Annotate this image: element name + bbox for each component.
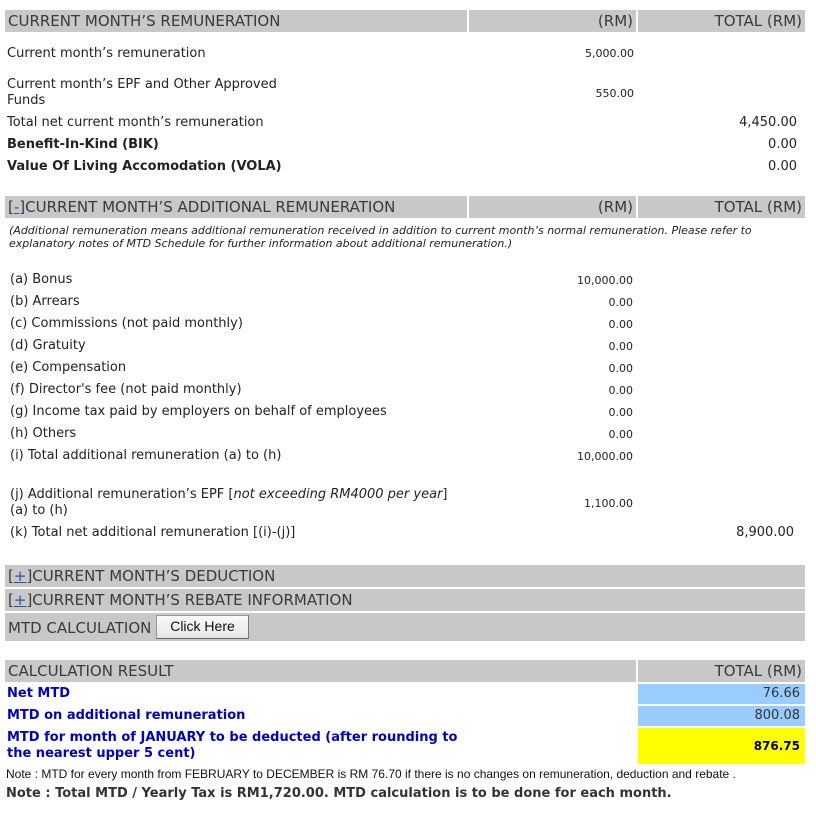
current-remuneration-label: Current month’s remuneration bbox=[7, 46, 206, 61]
additional-epf-rm: 1,100.00 bbox=[584, 497, 633, 510]
result-col-total: TOTAL (RM) bbox=[638, 660, 805, 682]
additional-epf-label bbox=[10, 487, 448, 503]
remuneration-col-rm: (RM) bbox=[469, 10, 636, 32]
list-item-label: (f) Director's fee (not paid monthly) bbox=[10, 382, 242, 397]
mtd-additional-label: MTD on additional remuneration bbox=[7, 708, 246, 723]
list-item-value: 10,000.00 bbox=[577, 274, 633, 287]
epf-label-cont: Funds bbox=[7, 93, 46, 108]
net-mtd-label: Net MTD bbox=[7, 686, 71, 701]
additional-note-line1: (Additional remuneration means additional remuneration received in addition to current month’s normal remuneration. Please refer to bbox=[9, 224, 752, 237]
bik-total: 0.00 bbox=[768, 137, 797, 152]
list-item-value: 0.00 bbox=[608, 362, 633, 375]
rebate-header-title: CURRENT MONTH’S REBATE INFORMATION bbox=[32, 591, 353, 609]
mtd-month-value: 876.75 bbox=[638, 728, 805, 764]
mtd-additional-value: 800.08 bbox=[638, 706, 805, 726]
list-item-label: (e) Compensation bbox=[10, 360, 127, 375]
net-mtd-value: 76.66 bbox=[638, 684, 805, 704]
additional-header-title: CURRENT MONTH’S ADDITIONAL REMUNERATION bbox=[25, 198, 396, 216]
collapse-additional-toggle[interactable]: - bbox=[13, 198, 20, 216]
list-item-value: 0.00 bbox=[608, 296, 633, 309]
deduction-header-title: CURRENT MONTH’S DEDUCTION bbox=[32, 567, 276, 585]
note-yearly-tax: Note : Total MTD / Yearly Tax is RM1,720.00. MTD calculation is to be done for each month. bbox=[6, 786, 672, 801]
list-item-label: (d) Gratuity bbox=[10, 338, 86, 353]
list-item-value: 0.00 bbox=[608, 340, 633, 353]
remuneration-header: CURRENT MONTH’S REMUNERATION bbox=[5, 10, 467, 32]
list-item-value: 10,000.00 bbox=[577, 450, 633, 463]
list-item-label: (c) Commissions (not paid monthly) bbox=[10, 316, 243, 331]
epf-label: Current month’s EPF and Other Approved bbox=[7, 77, 277, 92]
additional-epf-label-cont: (a) to (h) bbox=[10, 503, 68, 518]
result-header: CALCULATION RESULT bbox=[5, 660, 636, 682]
mtd-calculation-label: MTD CALCULATION bbox=[8, 619, 152, 637]
mtd-calculation-bar bbox=[5, 613, 805, 641]
epf-label-post: ] bbox=[442, 487, 448, 502]
expand-rebate-toggle[interactable]: + bbox=[13, 591, 27, 609]
vola-total: 0.00 bbox=[768, 159, 797, 174]
net-additional-total: 8,900.00 bbox=[736, 525, 794, 540]
vola-label: Value Of Living Accomodation (VOLA) bbox=[7, 159, 282, 174]
additional-header: [-]CURRENT MONTH’S ADDITIONAL REMUNERATION bbox=[5, 196, 467, 218]
list-item-value: 0.00 bbox=[608, 428, 633, 441]
deduction-header: [+]CURRENT MONTH’S DEDUCTION bbox=[5, 565, 805, 587]
list-item-value: 0.00 bbox=[608, 406, 633, 419]
list-item-label: (h) Others bbox=[10, 426, 77, 441]
list-item-value: 0.00 bbox=[608, 318, 633, 331]
note-monthly-mtd: Note : MTD for every month from FEBRUARY to DECEMBER is RM 76.70 if there is no changes on remuneration, deduction and rebate . bbox=[6, 767, 736, 781]
list-item-label: (a) Bonus bbox=[10, 272, 73, 287]
remuneration-col-total: TOTAL (RM) bbox=[638, 10, 805, 32]
mtd-month-label-cont: the nearest upper 5 cent) bbox=[7, 746, 196, 761]
list-item-label: (i) Total additional remuneration (a) to (h) bbox=[10, 448, 282, 463]
list-item-label: (g) Income tax paid by employers on behalf of employees bbox=[10, 404, 387, 419]
net-additional-label: (k) Total net additional remuneration [(i)-(j)] bbox=[10, 525, 296, 540]
list-item-value: 0.00 bbox=[608, 384, 633, 397]
list-item-label: (b) Arrears bbox=[10, 294, 80, 309]
epf-label-italic: not exceeding RM4000 per year bbox=[233, 487, 443, 502]
additional-note-line2: explanatory notes of MTD Schedule for further information about additional remuneration.) bbox=[9, 237, 513, 250]
total-net-remuneration-total: 4,450.00 bbox=[739, 115, 797, 130]
additional-col-total: TOTAL (RM) bbox=[638, 196, 805, 218]
total-net-remuneration-label: Total net current month’s remuneration bbox=[7, 115, 264, 130]
epf-label-pre: (j) Additional remuneration’s EPF [ bbox=[10, 487, 234, 502]
rebate-header: [+]CURRENT MONTH’S REBATE INFORMATION bbox=[5, 589, 805, 611]
current-remuneration-rm: 5,000.00 bbox=[585, 47, 634, 60]
bik-label: Benefit-In-Kind (BIK) bbox=[7, 137, 159, 152]
calculate-mtd-button[interactable]: Click Here bbox=[156, 615, 249, 639]
expand-deduction-toggle[interactable]: + bbox=[13, 567, 27, 585]
epf-rm: 550.00 bbox=[595, 87, 634, 100]
mtd-month-label: MTD for month of JANUARY to be deducted (after rounding to bbox=[7, 730, 458, 745]
additional-col-rm: (RM) bbox=[469, 196, 636, 218]
